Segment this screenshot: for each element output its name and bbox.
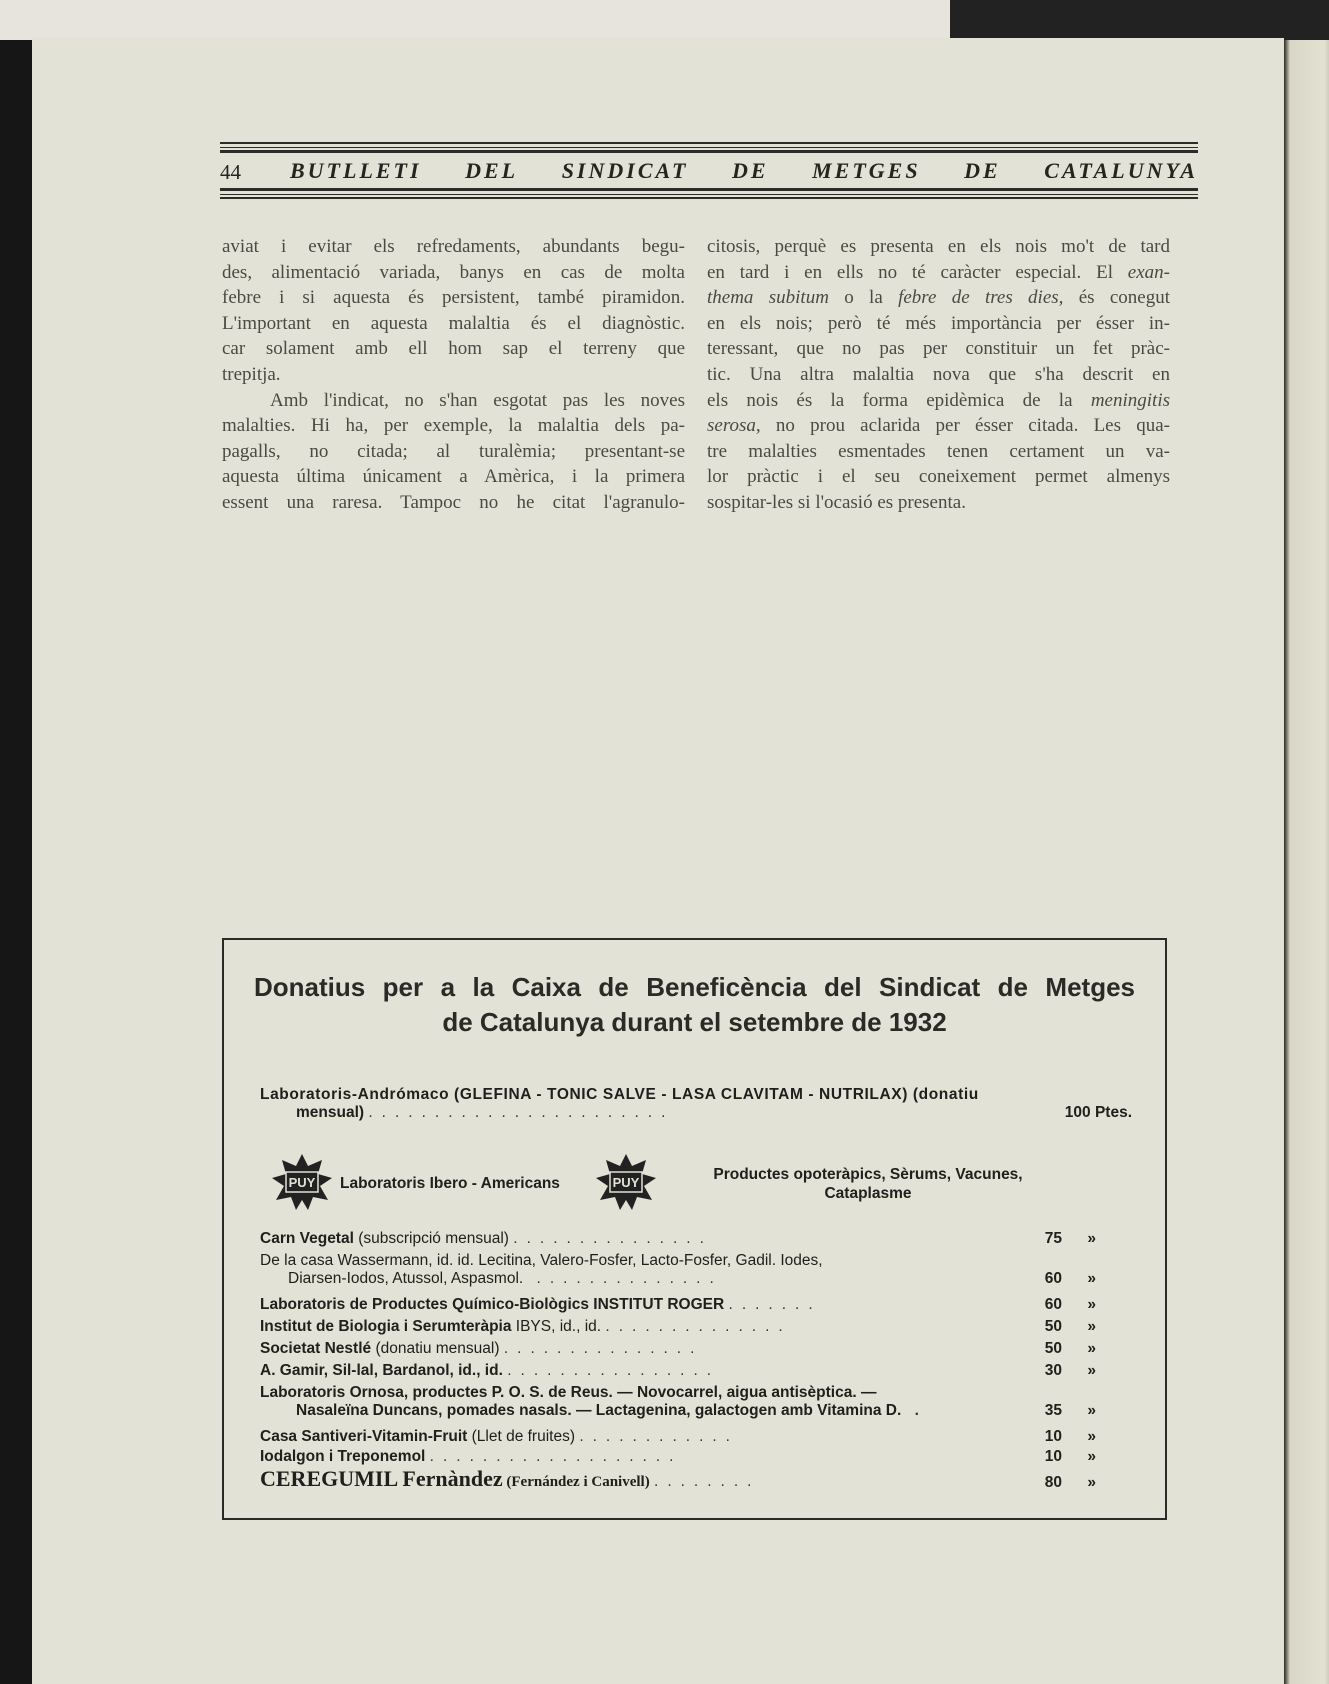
- donation-entry: Laboratoris-Andrómaco (GLEFINA - TONIC SALVE - LASA CLAVITAM - NUTRILAX) (donatiu mensual) ....................... 100 Ptes.: [260, 1086, 1132, 1121]
- running-head: [220, 156, 1198, 186]
- puy-star-logo-icon: [596, 1154, 656, 1210]
- text-line: aquesta última únicament a Amèrica, i la primera: [222, 466, 685, 488]
- donation-amount: 30: [1044, 1362, 1062, 1379]
- text-line: sospitar-les si l'ocasió es presenta.: [707, 491, 966, 513]
- donation-amount: 60: [1044, 1270, 1062, 1287]
- svg-text:PUY: PUY: [288, 1175, 316, 1190]
- document-page: [32, 38, 1284, 1684]
- donation-entry: Laboratoris de Productes Químico-Biològics INSTITUT ROGER ....... 60 »: [260, 1296, 1096, 1313]
- donation-amount: 80: [1044, 1474, 1062, 1491]
- puy-advert: [260, 1154, 1132, 1214]
- text-line: citosis, perquè es presenta en els nois mo't de tard: [707, 236, 1170, 257]
- ditto-mark: »: [1087, 1340, 1096, 1357]
- puy-lab-name: Laboratoris Ibero - Americans: [340, 1175, 560, 1192]
- text-line: malalties. Hi ha, per exemple, la malaltia dels pa-: [222, 415, 685, 437]
- donations-box: [222, 938, 1167, 1520]
- donation-entry: A. Gamir, Sil-lal, Bardanol, id., id. ................ 30 »: [260, 1362, 1096, 1379]
- ditto-mark: »: [1087, 1270, 1096, 1287]
- donation-entry: De la casa Wassermann, id. id. Lecitina, Valero-Fosfer, Lacto-Fosfer, Gadil. Iodes, Diarsen-Iodos, Atussol, Aspasmol. .............. 60 »: [260, 1252, 1096, 1287]
- ditto-mark: »: [1087, 1362, 1096, 1379]
- donation-entry: Casa Santiveri-Vitamin-Fruit (Llet de fruites) ............ 10 »: [260, 1428, 1096, 1445]
- text-line: serosa, no prou aclarida per ésser citada. Les qua-: [707, 415, 1170, 437]
- donation-amount: 35: [1044, 1402, 1062, 1419]
- donation-amount: 10: [1044, 1448, 1062, 1465]
- text-line: thema subitum o la febre de tres dies, és conegut: [707, 287, 1170, 309]
- text-line: trepitja.: [222, 363, 281, 385]
- ditto-mark: »: [1087, 1230, 1096, 1247]
- page-number: 44: [220, 160, 241, 184]
- text-line: des, alimentació variada, banys en cas de molta: [222, 261, 685, 283]
- ditto-mark: »: [1087, 1318, 1096, 1335]
- donation-entry: CEREGUMIL Fernàndez (Fernández i Canivell) ........ 80 »: [260, 1466, 1096, 1491]
- text-line: essent una raresa. Tampoc no he citat l'agranulo-: [222, 491, 685, 513]
- article-text-left-column: [222, 234, 685, 516]
- puy-products: Productes opoteràpics, Sèrums, Vacunes, Cataplasme: [713, 1166, 1023, 1202]
- text-line: en els nois; però té més importància per ésser in-: [707, 312, 1170, 334]
- donation-amount: 100 Ptes.: [1064, 1104, 1132, 1121]
- puy-star-logo-icon: [272, 1154, 332, 1210]
- header-rule-bottom: [220, 188, 1198, 200]
- donation-entry: Carn Vegetal (subscripció mensual) ............... 75 »: [260, 1230, 1096, 1247]
- text-line: L'important en aquesta malaltia és el diagnòstic.: [222, 312, 685, 334]
- text-line: car solament amb ell hom sap el terreny que: [222, 338, 685, 360]
- text-line: en tard i en ells no té caràcter especial. El exan-: [707, 261, 1170, 283]
- donation-entry: Institut de Biologia i Serumteràpia IBYS, id., id. .............. 50 »: [260, 1318, 1096, 1335]
- donation-entry: Societat Nestlé (donatiu mensual) ............... 50 »: [260, 1340, 1096, 1357]
- donation-entry: Laboratoris Ornosa, productes P. O. S. de Reus. — Novocarrel, aigua antisèptica. — Nasaleïna Duncans, pomades nasals. — Lactagenina, galactogen amb Vitamina D. . 35 »: [260, 1384, 1096, 1419]
- ditto-mark: »: [1087, 1296, 1096, 1313]
- donation-amount: 10: [1044, 1428, 1062, 1445]
- ditto-mark: »: [1087, 1402, 1096, 1419]
- text-line: Amb l'indicat, no s'han esgotat pas les noves: [270, 389, 685, 411]
- text-line: febre i si aquesta és persistent, també piramidon.: [222, 287, 685, 309]
- text-line: aviat i evitar els refredaments, abundants begu-: [222, 236, 685, 257]
- donation-amount: 50: [1044, 1318, 1062, 1335]
- text-line: tic. Una altra malaltia nova que s'ha descrit en: [707, 363, 1170, 385]
- next-page-edge: [1284, 40, 1329, 1684]
- text-line: lor pràctic i el seu coneixement permet almenys: [707, 466, 1170, 488]
- svg-text:PUY: PUY: [612, 1175, 640, 1190]
- article-text-right-column: [707, 234, 1170, 516]
- text-line: tre malalties esmentades tenen certament un va-: [707, 440, 1170, 462]
- ditto-mark: »: [1087, 1448, 1096, 1465]
- donation-entry: Iodalgon i Treponemol ................... 10 »: [260, 1448, 1096, 1465]
- scan-background-left: [0, 40, 32, 1684]
- ditto-mark: »: [1087, 1428, 1096, 1445]
- journal-title: BUTLLETI DEL SINDICAT DE METGES DE CATALUNYA: [290, 158, 1198, 183]
- text-line: els nois és la forma epidèmica de la meningitis: [707, 389, 1170, 411]
- donation-amount: 50: [1044, 1340, 1062, 1357]
- text-line: pagalls, no citada; al turalèmia; presentant-se: [222, 440, 685, 462]
- donation-amount: 60: [1044, 1296, 1062, 1313]
- scan-background-dark: [950, 0, 1329, 40]
- donations-title: Donatius per a la Caixa de Beneficència del Sindicat de Metges de Catalunya durant el setembre de 1932: [254, 972, 1135, 1037]
- text-line: teressant, que no pas per constituir un fet pràc-: [707, 338, 1170, 360]
- ditto-mark: »: [1087, 1474, 1096, 1491]
- header-rule-top: [220, 142, 1198, 154]
- donation-amount: 75: [1044, 1230, 1062, 1247]
